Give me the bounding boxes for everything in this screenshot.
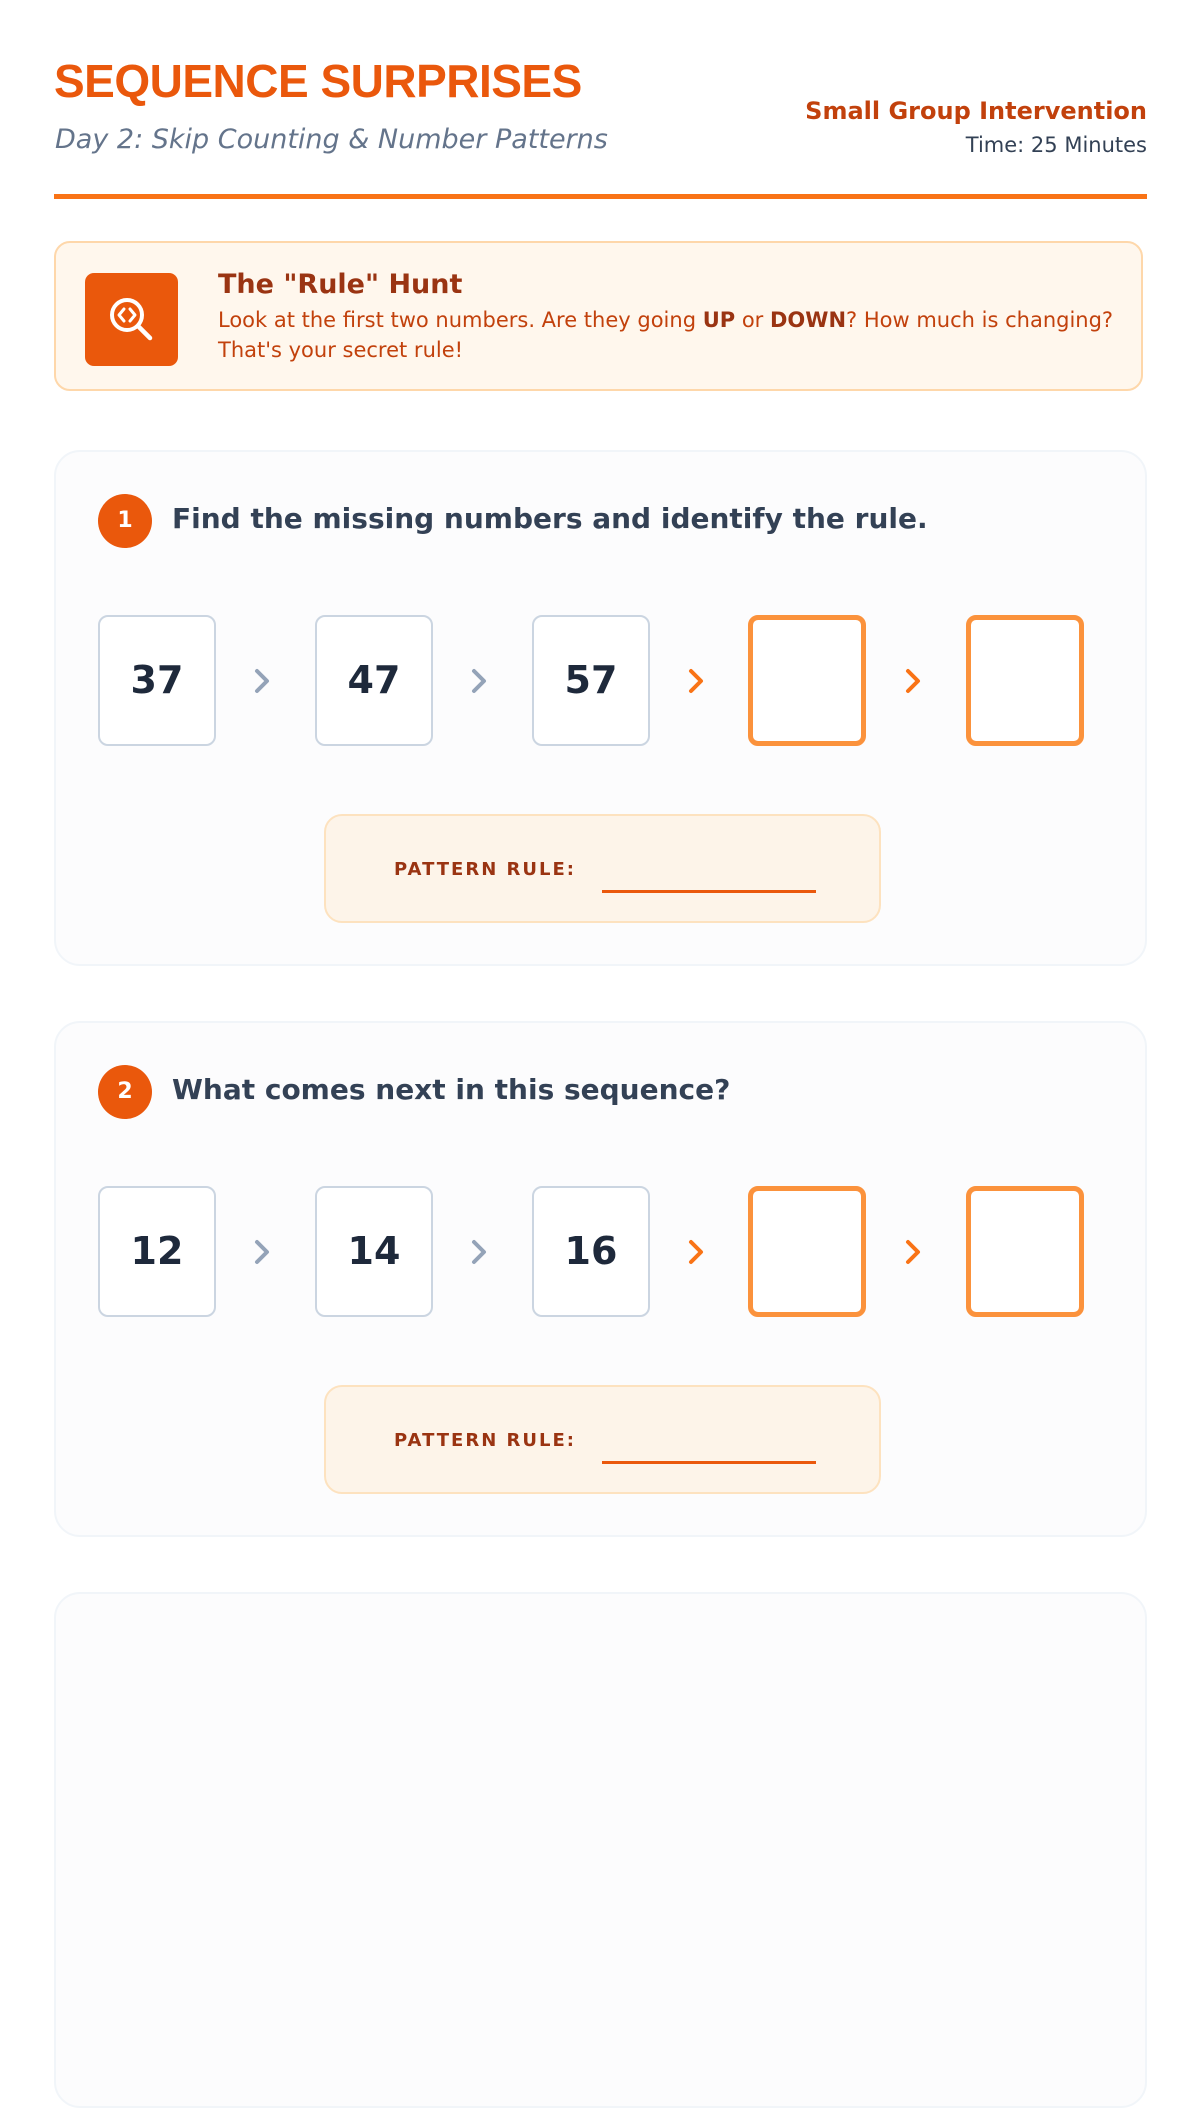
- problem-question: What comes next in this sequence?: [172, 1073, 731, 1106]
- chevron-right-icon: [684, 665, 708, 697]
- problem-card-1: [54, 450, 1147, 966]
- problem-question: Find the missing numbers and identify the rule.: [172, 502, 928, 535]
- chevron-right-icon: [684, 1236, 708, 1268]
- tip-title: The "Rule" Hunt: [218, 269, 463, 300]
- pattern-rule-answer-line[interactable]: [602, 890, 816, 893]
- sequence-number-box: 37: [98, 615, 216, 746]
- program-label: Small Group Intervention: [805, 97, 1147, 125]
- chevron-right-icon: [901, 1236, 925, 1268]
- problem-number-badge: 1: [98, 494, 152, 548]
- pattern-rule-label: PATTERN RULE:: [394, 859, 576, 880]
- pattern-rule-label: PATTERN RULE:: [394, 1430, 576, 1451]
- answer-box[interactable]: [748, 615, 866, 746]
- search-icon: [85, 273, 178, 366]
- worksheet-title: SEQUENCE SURPRISES: [54, 55, 582, 107]
- sequence-number-box: 16: [532, 1186, 650, 1317]
- problem-card-3: [54, 1592, 1147, 2108]
- sequence-number-box: 47: [315, 615, 433, 746]
- answer-box[interactable]: [966, 1186, 1084, 1317]
- pattern-rule-box: [324, 814, 881, 923]
- worksheet-header: [54, 0, 1147, 200]
- sequence-number-box: 12: [98, 1186, 216, 1317]
- worksheet-page: [54, 0, 1147, 1451]
- tip-text-part: Look at the first two numbers. Are they going: [218, 308, 703, 332]
- chevron-right-icon: [467, 1236, 491, 1268]
- tip-text: [218, 305, 1118, 365]
- header-divider: [54, 194, 1147, 199]
- rule-hunt-tip: [54, 241, 1143, 391]
- tip-text-part: or: [735, 308, 770, 332]
- tip-text-part: ? How much is changing? That's your secret rule!: [218, 308, 1114, 362]
- problem-card-2: [54, 1021, 1147, 1537]
- chevron-right-icon: [250, 1236, 274, 1268]
- tip-emphasis-up: UP: [702, 308, 736, 332]
- sequence-number-box: 14: [315, 1186, 433, 1317]
- chevron-right-icon: [467, 665, 491, 697]
- pattern-rule-answer-line[interactable]: [602, 1461, 816, 1464]
- chevron-right-icon: [901, 665, 925, 697]
- chevron-right-icon: [250, 665, 274, 697]
- worksheet-subtitle: Day 2: Skip Counting & Number Patterns: [55, 124, 608, 155]
- problem-number-badge: 2: [98, 1065, 152, 1119]
- sequence-number-box: 57: [532, 615, 650, 746]
- pattern-rule-box: [324, 1385, 881, 1494]
- tip-emphasis-down: DOWN: [770, 308, 847, 332]
- time-label: Time: 25 Minutes: [965, 133, 1147, 157]
- session-info: [805, 94, 1147, 162]
- answer-box[interactable]: [966, 615, 1084, 746]
- answer-box[interactable]: [748, 1186, 866, 1317]
